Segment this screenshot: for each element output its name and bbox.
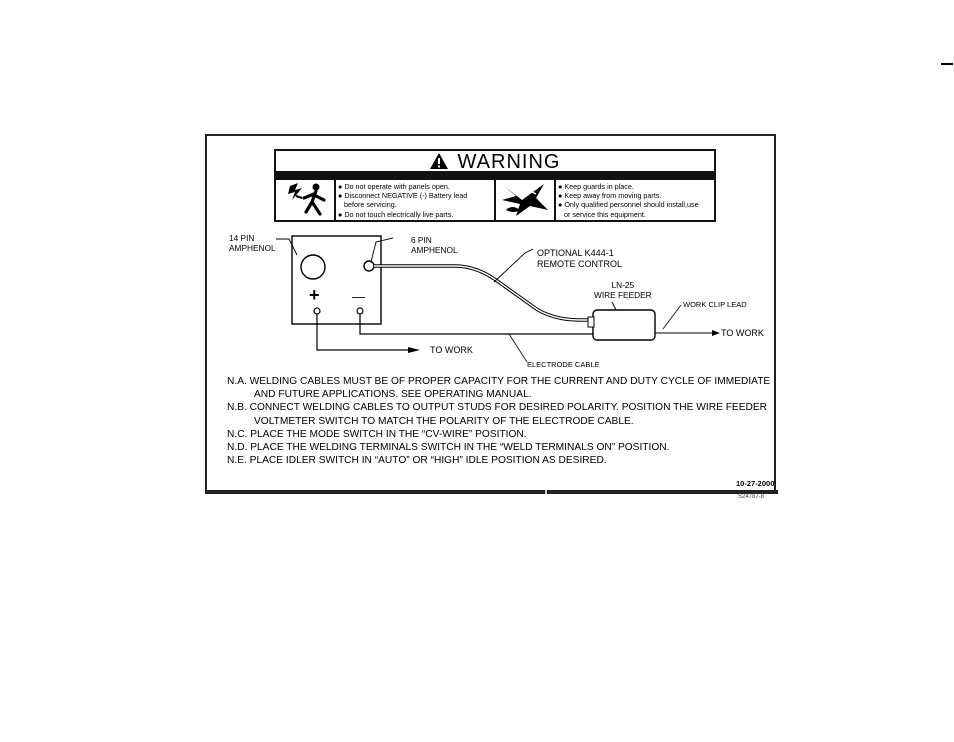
- note-line: N.A. WELDING CABLES MUST BE OF PROPER CAPACITY FOR THE CURRENT AND DUTY CYCLE OF IMMEDIATE: [227, 376, 771, 387]
- installation-notes: [227, 375, 770, 467]
- warning-bullet: ● Keep guards in place.: [558, 182, 634, 191]
- positive-symbol: +: [309, 285, 320, 305]
- revision-date: 10-27-2000: [736, 479, 775, 488]
- to-work-arrow-bottom: [408, 347, 420, 353]
- warning-bullet: ● Do not touch electrically live parts.: [338, 209, 454, 219]
- negative-stud: [357, 308, 363, 314]
- to-work-bottom-label: TO WORK: [430, 345, 473, 355]
- amphenol-6-label: 6 PIN AMPHENOL: [411, 235, 458, 255]
- to-work-right-label: TO WORK: [721, 328, 764, 338]
- warning-title-text: WARNING: [457, 151, 561, 173]
- wire-feeder-label: LN-25 WIRE FEEDER: [594, 280, 652, 300]
- feeder-connector: [588, 317, 594, 327]
- positive-stud: [314, 308, 320, 314]
- welder-panel: [292, 236, 381, 324]
- leader-remote: [494, 249, 533, 282]
- leader-feeder: [612, 302, 616, 310]
- remote-control-label: OPTIONAL K444-1 REMOTE CONTROL: [537, 248, 623, 269]
- leader-electrode: [509, 334, 527, 362]
- wire-feeder: [593, 310, 655, 340]
- remote-control-cable: [374, 266, 592, 320]
- note-line: AND FUTURE APPLICATIONS. SEE OPERATING MANUAL.: [254, 389, 532, 401]
- work-clip-label: WORK CLIP LEAD: [683, 300, 747, 309]
- warning-bullet: ● Keep away from moving parts.: [558, 191, 662, 201]
- note-line: N.E. PLACE IDLER SWITCH IN “AUTO” OR “HIGH” IDLE POSITION AS DESIRED.: [227, 455, 607, 467]
- note-line: VOLTMETER SWITCH TO MATCH THE POLARITY OF THE ELECTRODE CABLE.: [254, 415, 634, 427]
- note-line: N.C. PLACE THE MODE SWITCH IN THE “CV-WIRE” POSITION.: [227, 428, 527, 440]
- warning-bullet: ● Disconnect NEGATIVE (-) Battery lead: [338, 191, 468, 201]
- negative-symbol: —: [352, 289, 365, 304]
- amphenol-6-pin: [364, 261, 374, 271]
- part-number: S24787-8: [738, 494, 765, 500]
- warning-bullet: ● Only qualified personnel should install,use: [558, 200, 699, 210]
- leader-work-clip: [663, 305, 681, 329]
- warning-bullet: before servicing.: [344, 200, 397, 210]
- note-line: N.B. CONNECT WELDING CABLES TO OUTPUT STUDS FOR DESIRED POLARITY. POSITION THE WIRE FEEDER: [227, 402, 768, 414]
- amphenol-14-pin: [301, 255, 325, 279]
- electrode-cable-label: ELECTRODE CABLE: [527, 360, 600, 369]
- warning-bullet: or service this equipment.: [564, 209, 646, 219]
- note-line: N.D. PLACE THE WELDING TERMINALS SWITCH IN THE “WELD TERMINALS ON” POSITION.: [227, 442, 670, 454]
- to-work-arrow-right: [712, 330, 720, 336]
- amphenol-14-label: 14 PIN AMPHENOL: [229, 233, 276, 253]
- warning-bullet: ● Do not operate with panels open.: [338, 182, 450, 191]
